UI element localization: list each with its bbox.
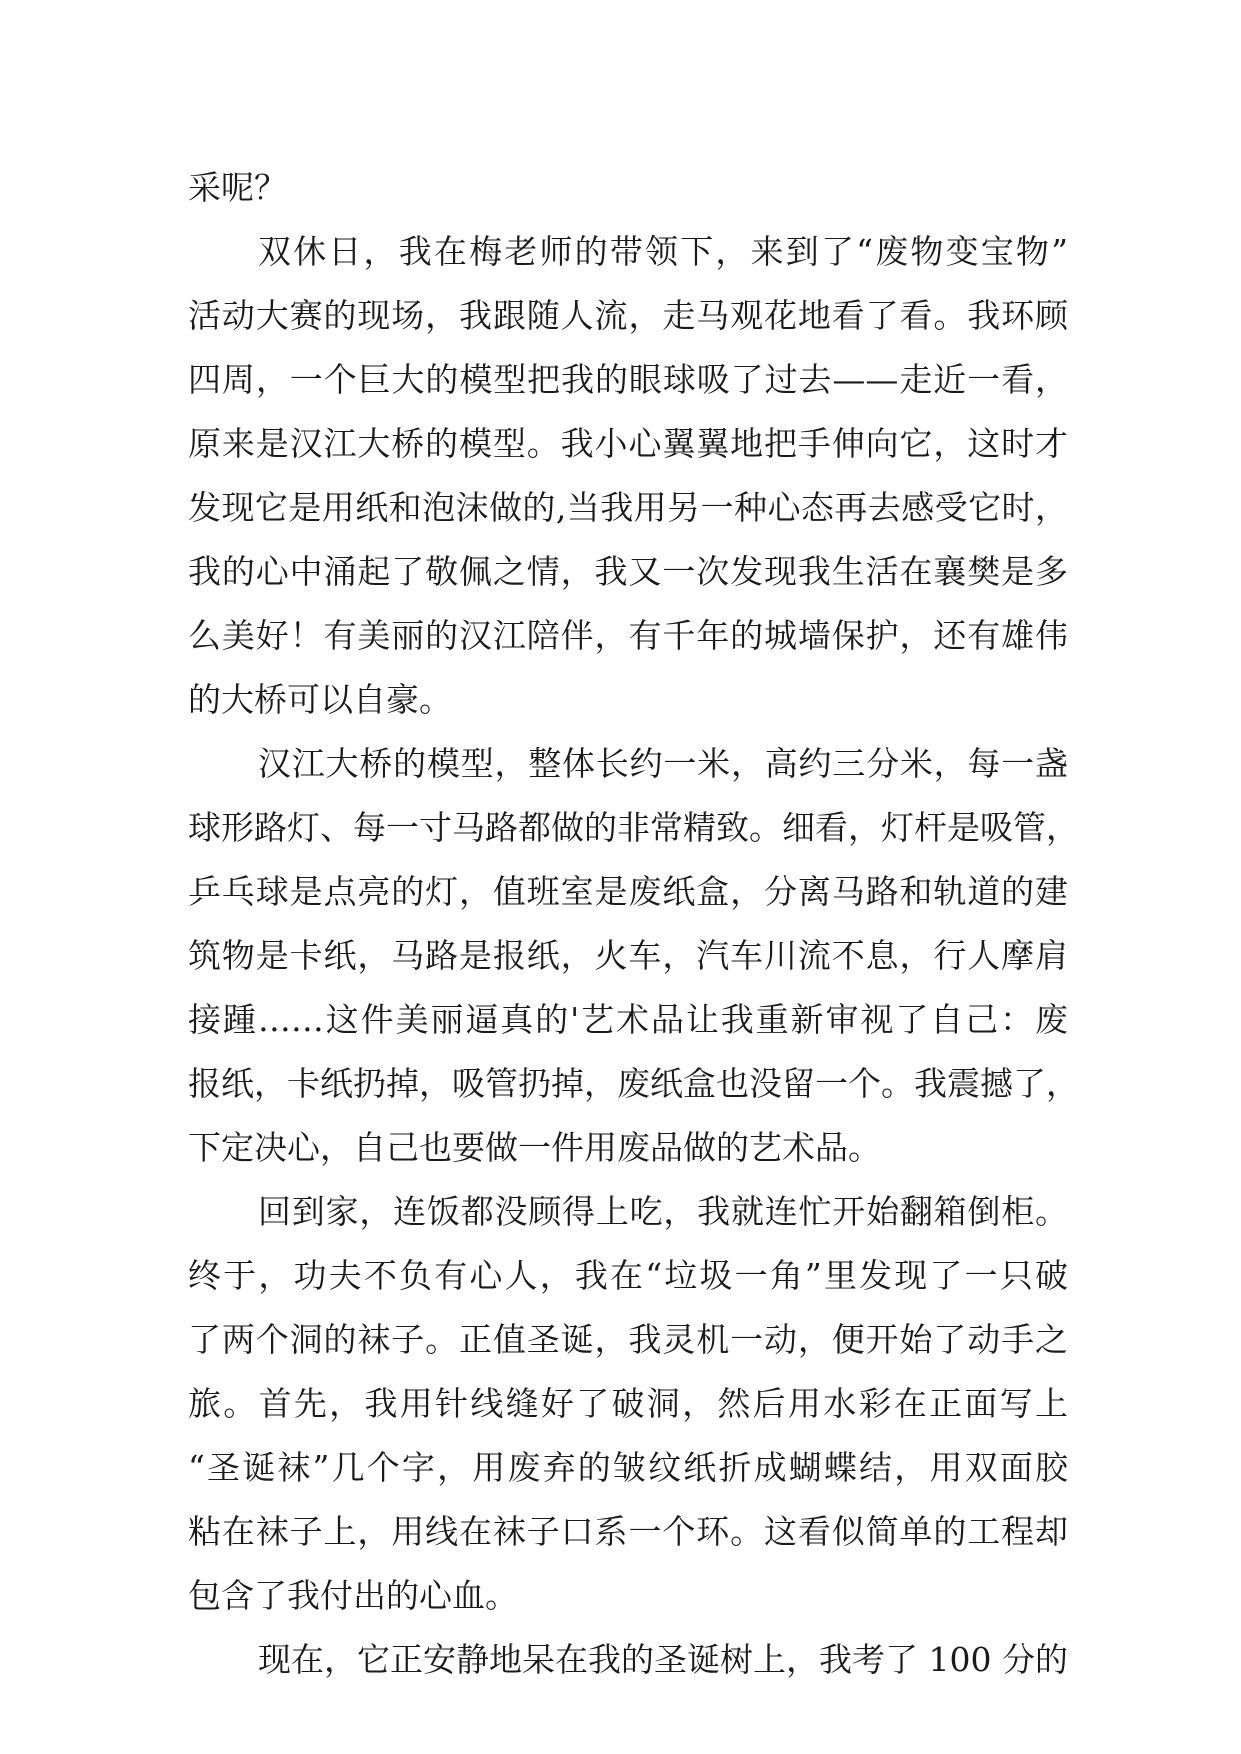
text-line: 活动大赛的现场，我跟随人流，走马观花地看了看。我环顾 bbox=[188, 296, 1068, 335]
text-line: 终于，功夫不负有心人，我在“垃圾一角”里发现了一只破 bbox=[188, 1256, 1068, 1295]
paragraph-first-line: 汉江大桥的模型，整体长约一米，高约三分米，每一盏 bbox=[258, 744, 1068, 783]
text-line: 粘在袜子上，用线在袜子口系一个环。这看似简单的工程却 bbox=[188, 1512, 1068, 1551]
text-line: 我的心中涌起了敬佩之情，我又一次发现我生活在襄樊是多 bbox=[188, 552, 1068, 591]
text-line: 原来是汉江大桥的模型。我小心翼翼地把手伸向它，这时才 bbox=[188, 424, 1068, 463]
text-line: 筑物是卡纸，马路是报纸，火车，汽车川流不息，行人摩肩 bbox=[188, 936, 1068, 975]
text-line: 接踵……这件美丽逼真的'艺术品让我重新审视了自己：废 bbox=[188, 1000, 1068, 1039]
text-line: 包含了我付出的心血。 bbox=[188, 1576, 518, 1615]
essay-body bbox=[188, 156, 1079, 1692]
text-line: 四周，一个巨大的模型把我的眼球吸了过去——走近一看， bbox=[188, 360, 1068, 399]
paragraph-first-line: 双休日，我在梅老师的带领下，来到了“废物变宝物” bbox=[258, 232, 1068, 271]
paragraph-first-line: 现在，它正安静地呆在我的圣诞树上，我考了 100 分的 bbox=[258, 1640, 1068, 1679]
text-line: 么美好！有美丽的汉江陪伴，有千年的城墙保护，还有雄伟 bbox=[188, 616, 1068, 655]
text-line: 下定决心，自己也要做一件用废品做的艺术品。 bbox=[188, 1128, 881, 1167]
text-line: 了两个洞的袜子。正值圣诞，我灵机一动，便开始了动手之 bbox=[188, 1320, 1068, 1359]
text-line: 球形路灯、每一寸马路都做的非常精致。细看，灯杆是吸管， bbox=[188, 808, 1079, 847]
text-line: 报纸，卡纸扔掉，吸管扔掉，废纸盒也没留一个。我震撼了， bbox=[188, 1064, 1079, 1103]
text-line: 发现它是用纸和泡沫做的,当我用另一种心态再去感受它时， bbox=[188, 488, 1068, 527]
text-line: 的大桥可以自豪。 bbox=[188, 680, 452, 719]
text-line: 旅。首先，我用针线缝好了破洞，然后用水彩在正面写上 bbox=[188, 1384, 1068, 1423]
paragraph-first-line: 回到家，连饭都没顾得上吃，我就连忙开始翻箱倒柜。 bbox=[258, 1192, 1068, 1231]
text-line: 采呢？ bbox=[188, 168, 287, 207]
text-line: “圣诞袜”几个字，用废弃的皱纹纸折成蝴蝶结，用双面胶 bbox=[188, 1448, 1068, 1487]
text-line: 乒乓球是点亮的灯，值班室是废纸盒，分离马路和轨道的建 bbox=[188, 872, 1068, 911]
